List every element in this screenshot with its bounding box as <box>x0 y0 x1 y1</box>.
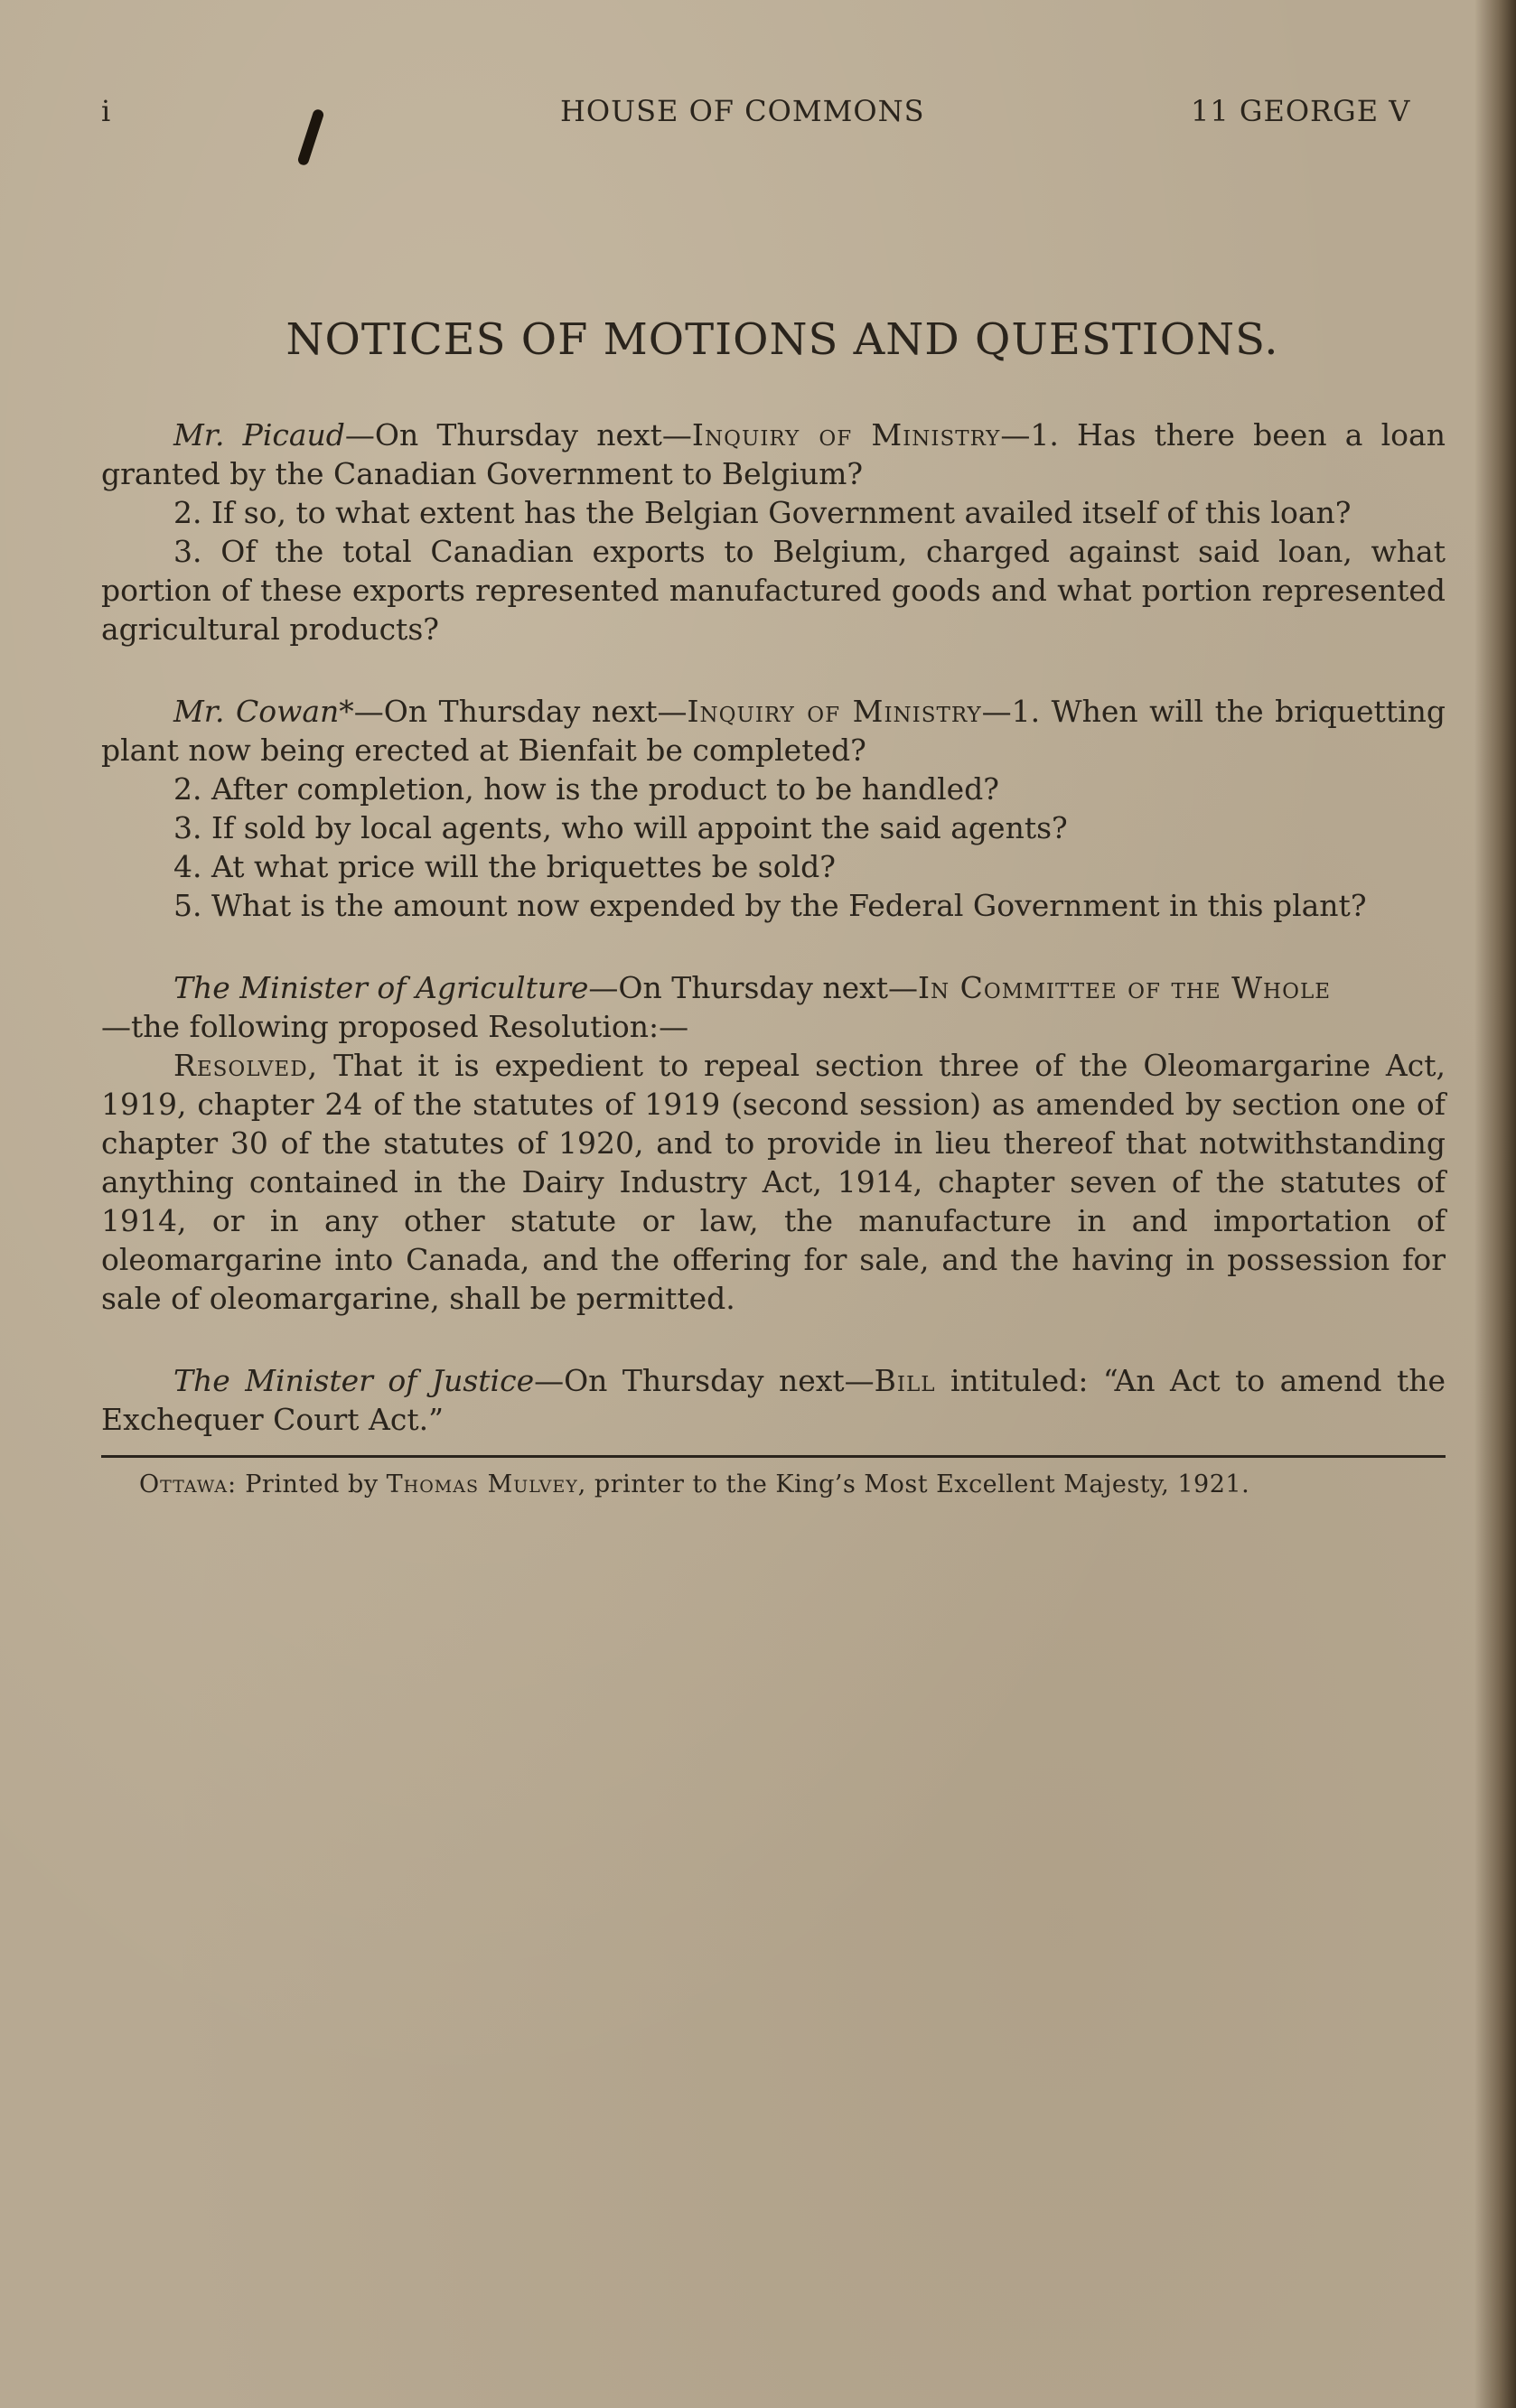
notice-minister-justice <box>101 1361 1446 1439</box>
notice-type: Inquiry of Ministry <box>687 694 982 729</box>
notice-lead-text: —On Thursday next— <box>534 1363 875 1398</box>
header-regnal-year: 11 GEORGE V <box>1191 94 1411 128</box>
notice-mover: Mr. Picaud <box>173 417 345 453</box>
question-item: 2. After completion, how is the product to be handled? <box>173 771 999 807</box>
notice-lead-text: —On Thursday next— <box>353 694 688 729</box>
page-title: NOTICES OF MOTIONS AND QUESTIONS. <box>285 314 1279 365</box>
imprint-printer: Thomas Mulvey <box>386 1470 578 1498</box>
resolution-paragraph <box>101 1046 1446 1318</box>
notice-lead-text: —On Thursday next— <box>344 417 692 453</box>
running-header <box>0 94 1516 139</box>
notice-type: Bill <box>874 1363 936 1398</box>
main-content <box>101 314 1446 1498</box>
notice-cowan <box>101 692 1446 925</box>
page-number: i <box>101 94 112 128</box>
question-item: 3. Of the total Canadian exports to Belgium, charged against said loan, what portion of these exports represented manufactured goods and what portion represented agricultural products? <box>101 534 1446 647</box>
notice-text: —1. When will the briquetting plant now being erected at Bienfait be completed? <box>101 694 1446 768</box>
notice-text: intituled: “An Act to amend the Exchequer Court Act.” <box>101 1363 1446 1437</box>
notice-mover: Mr. Cowan* <box>173 694 354 729</box>
notice-minister-agriculture <box>101 968 1446 1318</box>
notice-text: —1. Has there been a loan granted by the Canadian Government to Belgium? <box>101 417 1446 491</box>
resolution-text: That it is expedient to repeal section three of the Oleomargarine Act, 1919, chapter 24 of the statutes of 1919 (second session) as amended by section one of chapter 30 of the statutes of 1920, and to provide in lieu thereof that notwithstanding anything contained in the Dairy Industry Act, 1914, chapter seven of the statutes of 1914, or in any other statute or law, the manufacture in and importation of oleomargarine into Canada, and the offering for sale, and the having in possession for sale of oleomargarine, shall be permitted. <box>101 1048 1446 1316</box>
notice-lead <box>101 968 1446 1007</box>
imprint-place: Ottawa: <box>139 1470 238 1498</box>
notice-lead <box>101 415 1446 493</box>
notice-mover: The Minister of Agriculture <box>173 970 589 1005</box>
notice-text: —the following proposed Resolution:— <box>101 1009 689 1044</box>
question-item: 2. If so, to what extent has the Belgian Government availed itself of this loan? <box>173 495 1352 530</box>
page-edge-shadow <box>1474 0 1516 2408</box>
header-title: HOUSE OF COMMONS <box>560 94 925 128</box>
notice-type: In Committee of the Whole <box>918 970 1332 1005</box>
notice-lead <box>101 692 1446 770</box>
footer-rule <box>101 1455 1446 1458</box>
notice-type: Inquiry of Ministry <box>691 417 1001 453</box>
notice-lead-text: —On Thursday next— <box>588 970 919 1005</box>
resolution-keyword: Resolved, <box>173 1048 319 1083</box>
notice-lead <box>101 1361 1446 1439</box>
question-item: 3. If sold by local agents, who will appoint the said agents? <box>173 810 1068 845</box>
notice-mover: The Minister of Justice <box>173 1363 535 1398</box>
imprint-text: Printed by <box>237 1470 387 1498</box>
imprint-text-end: , printer to the King’s Most Excellent Majesty, 1921. <box>577 1470 1250 1498</box>
printer-imprint <box>101 1470 1446 1498</box>
question-item: 5. What is the amount now expended by the Federal Government in this plant? <box>173 888 1367 923</box>
question-item: 4. At what price will the briquettes be sold? <box>173 849 836 884</box>
notice-picaud <box>101 415 1446 649</box>
